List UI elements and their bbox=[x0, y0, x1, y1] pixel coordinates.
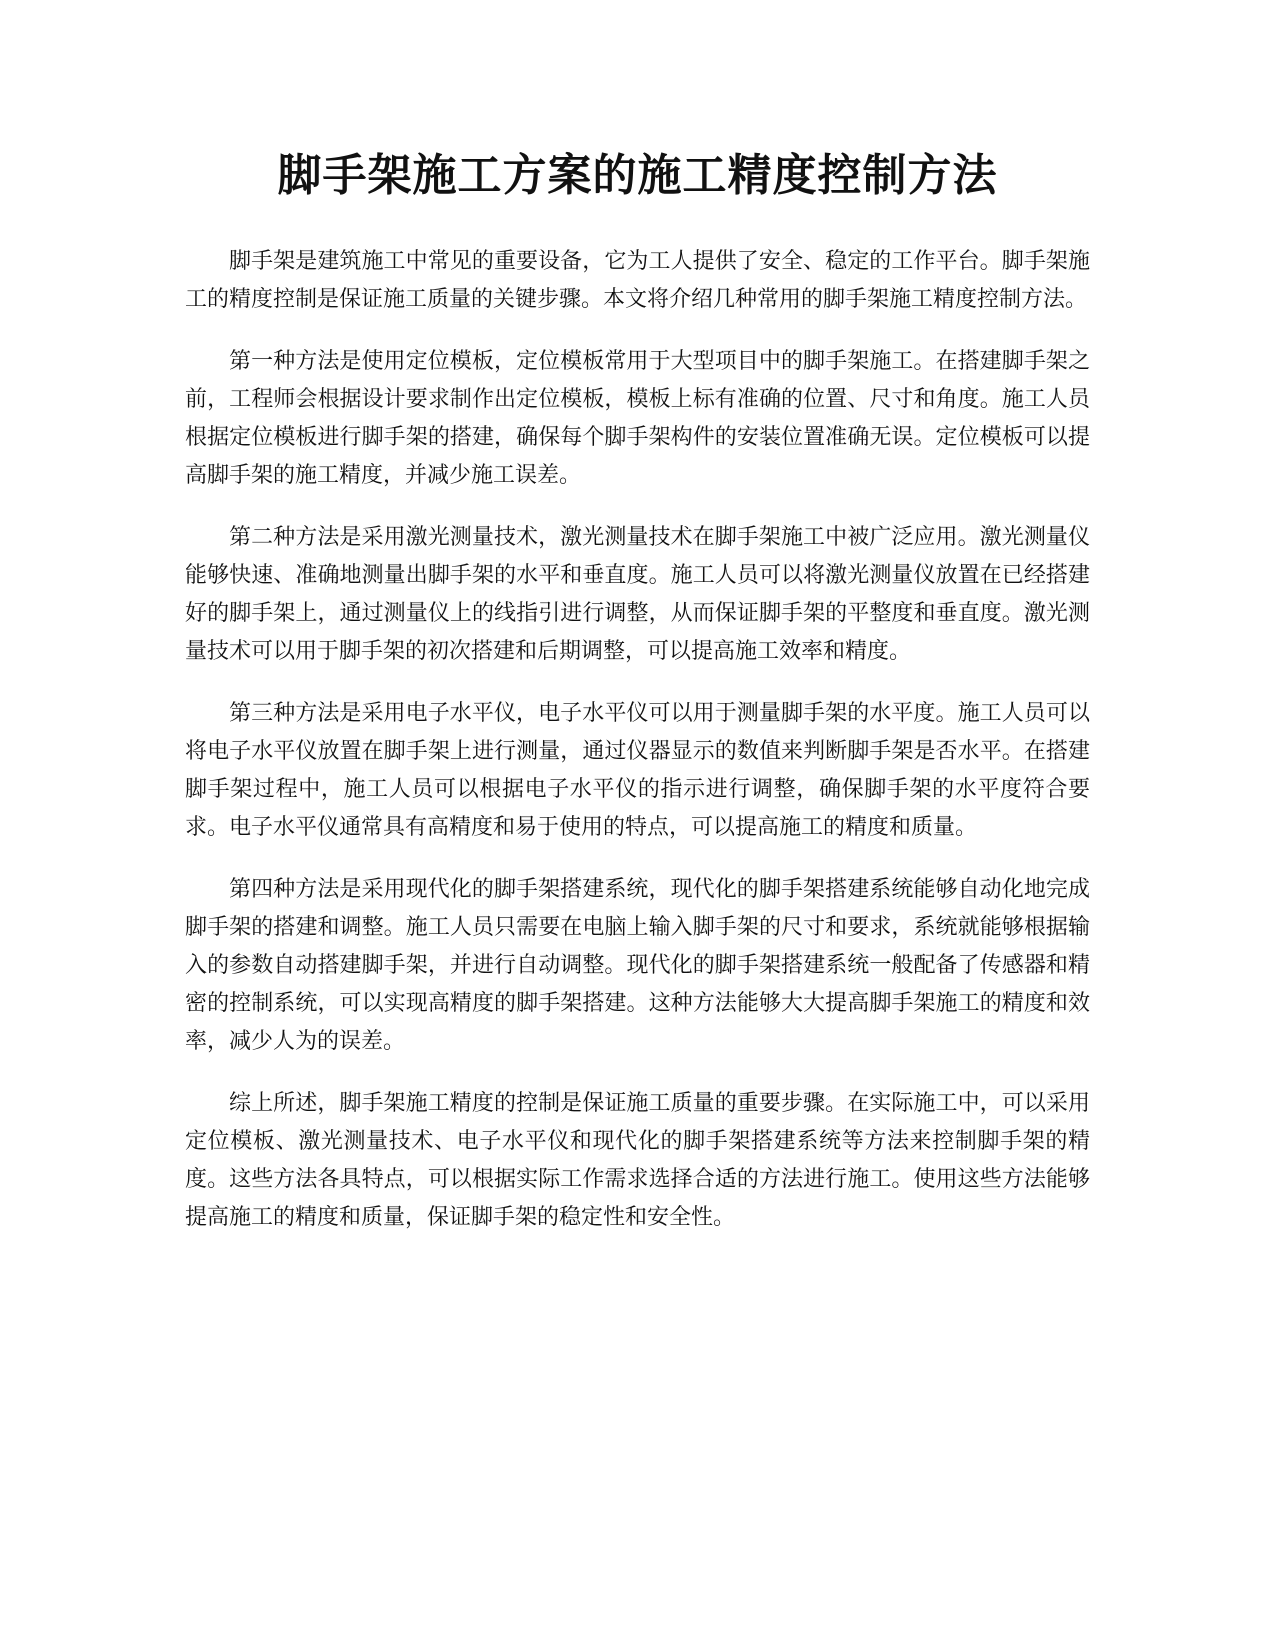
paragraph-method-3: 第三种方法是采用电子水平仪，电子水平仪可以用于测量脚手架的水平度。施工人员可以将电子水平仪放置在脚手架上进行测量，通过仪器显示的数值来判断脚手架是否水平。在搭建脚手架过程中，施工人员可以根据电子水平仪的指示进行调整，确保脚手架的水平度符合要求。电子水平仪通常具有高精度和易于使用的特点，可以提高施工的精度和质量。 bbox=[185, 701, 1090, 840]
document-title: 脚手架施工方案的施工精度控制方法 bbox=[277, 150, 998, 201]
paragraph-intro: 脚手架是建筑施工中常见的重要设备，它为工人提供了安全、稳定的工作平台。脚手架施工的精度控制是保证施工质量的关键步骤。本文将介绍几种常用的脚手架施工精度控制方法。 bbox=[185, 249, 1090, 312]
paragraph-method-4: 第四种方法是采用现代化的脚手架搭建系统，现代化的脚手架搭建系统能够自动化地完成脚手架的搭建和调整。施工人员只需要在电脑上输入脚手架的尺寸和要求，系统就能够根据输入的参数自动搭建脚手架，并进行自动调整。现代化的脚手架搭建系统一般配备了传感器和精密的控制系统，可以实现高精度的脚手架搭建。这种方法能够大大提高脚手架施工的精度和效率，减少人为的误差。 bbox=[185, 877, 1090, 1054]
paragraph-conclusion: 综上所述，脚手架施工精度的控制是保证施工质量的重要步骤。在实际施工中，可以采用定位模板、激光测量技术、电子水平仪和现代化的脚手架搭建系统等方法来控制脚手架的精度。这些方法各具特点，可以根据实际工作需求选择合适的方法进行施工。使用这些方法能够提高施工的精度和质量，保证脚手架的稳定性和安全性。 bbox=[185, 1091, 1090, 1230]
paragraph-method-2: 第二种方法是采用激光测量技术，激光测量技术在脚手架施工中被广泛应用。激光测量仪能够快速、准确地测量出脚手架的水平和垂直度。施工人员可以将激光测量仪放置在已经搭建好的脚手架上，通过测量仪上的线指引进行调整，从而保证脚手架的平整度和垂直度。激光测量技术可以用于脚手架的初次搭建和后期调整，可以提高施工效率和精度。 bbox=[185, 525, 1090, 664]
paragraph-method-1: 第一种方法是使用定位模板，定位模板常用于大型项目中的脚手架施工。在搭建脚手架之前，工程师会根据设计要求制作出定位模板，模板上标有准确的位置、尺寸和角度。施工人员根据定位模板进行脚手架的搭建，确保每个脚手架构件的安装位置准确无误。定位模板可以提高脚手架的施工精度，并减少施工误差。 bbox=[185, 349, 1090, 488]
document-body bbox=[185, 243, 1090, 1261]
